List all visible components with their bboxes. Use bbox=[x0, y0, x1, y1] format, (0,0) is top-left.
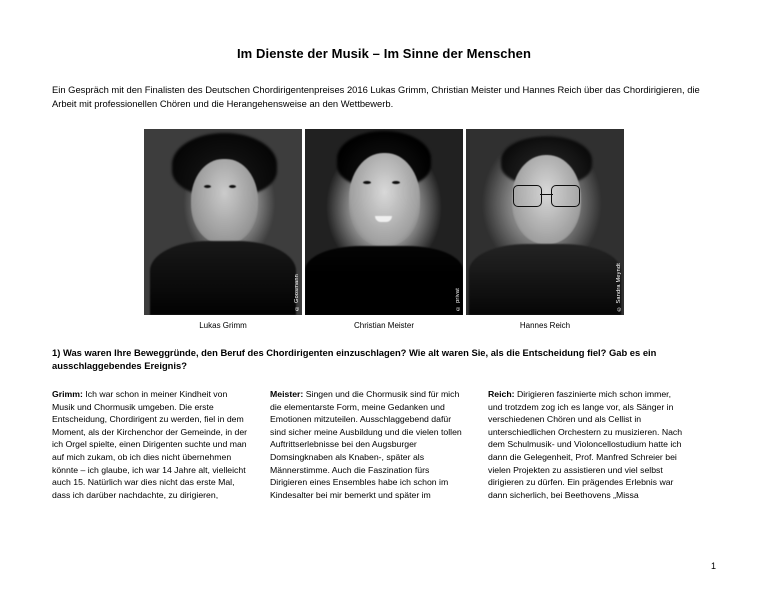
intro-paragraph: Ein Gespräch mit den Finalisten des Deutschen Chordirigentenpreises 2016 Lukas Grimm, Christian Meister und Hannes Reich über das Chordirigieren, die Arbeit mit professionellen Chören und die Herangehensweise an den Wettbewerb. bbox=[52, 84, 700, 109]
glasses-bridge-shape bbox=[540, 194, 553, 195]
face-shape bbox=[191, 159, 257, 245]
torso-shape bbox=[305, 246, 463, 315]
photo-credit: © privat bbox=[455, 288, 461, 311]
caption-christian-meister: Christian Meister bbox=[353, 321, 414, 330]
caption-row bbox=[52, 321, 716, 330]
eye-right-shape bbox=[229, 185, 236, 188]
glasses-icon bbox=[513, 185, 579, 205]
answer-text-reich: Dirigieren faszinierte mich schon immer, und trotzdem zog ich es lange vor, als Sänger in verschiedenen Chören und als Cellist in unterschiedlichen Orchestern zu musizieren. Nach dem Schulmusik- und Violoncellostudium hatte ich dann die Gelegenheit, Prof. Manfred Schreier bei vielen Projekten zu assistieren und viel selbst dirigieren zu dürfen. Ein prägendes Erlebnis war dann sicherlich, bei Beethovens „Missa bbox=[488, 389, 683, 500]
face-shape bbox=[349, 153, 420, 246]
caption-lukas-grimm: Lukas Grimm bbox=[199, 321, 247, 330]
page-number: 1 bbox=[710, 561, 716, 571]
answer-text-grimm: Ich war schon in meiner Kindheit von Musik und Chormusik umgeben. Die erste Entscheidung, Chordirigent zu werden, fiel in dem Moment, als der Kirchenchor der Gemeinde, in der ich Orgel spielte, einen Dirigenten suchte und man auf mich zukam, ob ich dies nicht übernehmen könnte – ich glaube, ich war 14 Jahre alt, vielleicht auch 15. Natürlich war dies nicht das erste Mal, dass ich darüber nachdachte, zu dirigieren, bbox=[52, 389, 248, 500]
speaker-label-reich: Reich: bbox=[488, 389, 515, 399]
answer-meister bbox=[270, 388, 466, 501]
torso-shape bbox=[469, 244, 621, 315]
portrait-lukas-grimm bbox=[144, 129, 302, 315]
portrait-row bbox=[52, 129, 716, 315]
portrait-christian-meister bbox=[305, 129, 463, 315]
eye-left-shape bbox=[204, 185, 211, 188]
torso-shape bbox=[150, 241, 295, 315]
photo-credit: © Sandra Meyndt bbox=[616, 262, 622, 311]
answer-columns bbox=[52, 388, 716, 501]
answer-grimm bbox=[52, 388, 248, 501]
photo-credit: © Goosmann bbox=[294, 274, 300, 311]
speaker-label-meister: Meister: bbox=[270, 389, 304, 399]
answer-text-meister: Singen und die Chormusik sind für mich die elementarste Form, meine Gedanken und Emotionen mitzuteilen. Ausschlaggebend dafür sind sicher meine Ausbildung und die vielen tollen Auftrittserlebnisse bei den Augsburger Domsingknaben als Knaben-, später als Männerstimme. Auch die Faszination fürs Dirigieren eines Ensembles habe ich schon im Kindesalter bei mir bemerkt und später im bbox=[270, 389, 462, 500]
lens-right-shape bbox=[551, 185, 580, 207]
question-heading: 1) Was waren Ihre Beweggründe, den Beruf des Chordirigenten einzuschlagen? Wie alt waren Sie, als die Entscheidung fiel? Gab es ein ausschlaggebendes Ereignis? bbox=[52, 347, 657, 371]
speaker-label-grimm: Grimm: bbox=[52, 389, 83, 399]
caption-hannes-reich: Hannes Reich bbox=[519, 321, 571, 330]
portrait-hannes-reich bbox=[466, 129, 624, 315]
document-page bbox=[0, 46, 768, 589]
page-title: Im Dienste der Musik – Im Sinne der Menschen bbox=[236, 46, 532, 61]
lens-left-shape bbox=[513, 185, 542, 207]
answer-reich bbox=[488, 388, 684, 501]
